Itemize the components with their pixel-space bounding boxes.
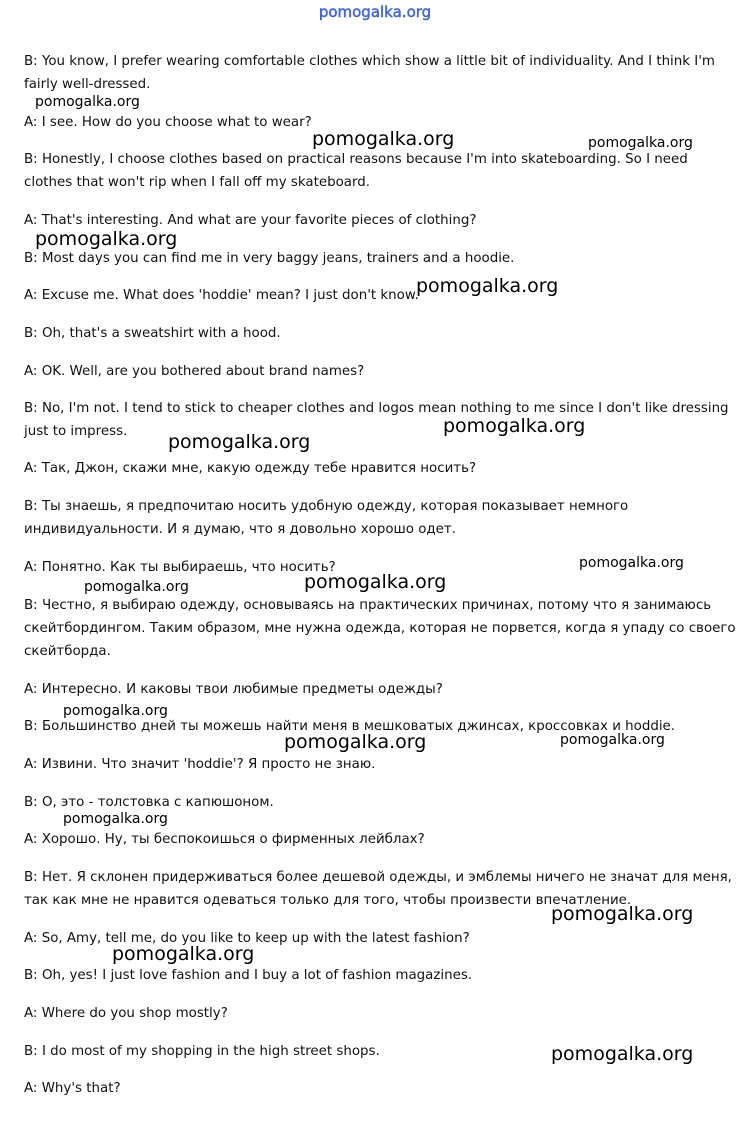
dialogue-line: A: Why's that?	[24, 1081, 121, 1096]
watermark: pomogalka.org	[416, 275, 559, 297]
dialogue-line: так как мне не нравится одеваться только для того, чтобы произвести впечатление.	[24, 893, 632, 908]
watermark: pomogalka.org	[312, 128, 455, 150]
dialogue-line: A: So, Amy, tell me, do you like to keep up with the latest fashion?	[24, 931, 470, 946]
watermark: pomogalka.org	[35, 228, 178, 250]
watermark: pomogalka.org	[588, 135, 693, 151]
watermark: pomogalka.org	[551, 1043, 694, 1065]
dialogue-line: B: Честно, я выбираю одежду, основываясь на практических причинах, потому что я занимаюсь	[24, 598, 712, 613]
dialogue-line: clothes that won't rip when I fall off my skateboard.	[24, 175, 370, 190]
dialogue-line: B: О, это - толстовка с капюшоном.	[24, 795, 274, 810]
site-header-link[interactable]: pomogalka.org	[318, 3, 432, 21]
dialogue-line: B: Honestly, I choose clothes based on practical reasons because I'm into skateboarding. So I need	[24, 152, 688, 167]
dialogue-line: A: Excuse me. What does 'hoddie' mean? I just don't know.	[24, 288, 419, 303]
dialogue-line: A: Понятно. Как ты выбираешь, что носить?	[24, 560, 336, 575]
watermark: pomogalka.org	[63, 811, 168, 827]
dialogue-line: B: Ты знаешь, я предпочитаю носить удобную одежду, которая показывает немного	[24, 499, 629, 514]
dialogue-line: A: Извини. Что значит 'hoddie'? Я просто не знаю.	[24, 757, 376, 772]
dialogue-line: B: Most days you can find me in very baggy jeans, trainers and a hoodie.	[24, 251, 515, 266]
watermark: pomogalka.org	[560, 732, 665, 748]
watermark: pomogalka.org	[63, 703, 168, 719]
dialogue-line: B: Нет. Я склонен придерживаться более дешевой одежды, и эмблемы ничего не значат для меня,	[24, 870, 732, 885]
dialogue-line: A: Хорошо. Ну, ты беспокоишься о фирменных лейблах?	[24, 832, 425, 847]
dialogue-line: A: Интересно. И каковы твои любимые предметы одежды?	[24, 682, 443, 697]
dialogue-line: just to impress.	[24, 424, 128, 439]
dialogue-line: B: Oh, that's a sweatshirt with a hood.	[24, 326, 281, 341]
watermark: pomogalka.org	[443, 415, 586, 437]
watermark: pomogalka.org	[84, 579, 189, 595]
watermark: pomogalka.org	[551, 903, 694, 925]
dialogue-line: скейтборда.	[24, 644, 111, 659]
dialogue-line: индивидуальности. И я думаю, что я довольно хорошо одет.	[24, 522, 456, 537]
dialogue-line: B: You know, I prefer wearing comfortable clothes which show a little bit of individuality. And I think I'm	[24, 54, 715, 69]
dialogue-line: B: No, I'm not. I tend to stick to cheaper clothes and logos mean nothing to me since I don't like dressing	[24, 401, 729, 416]
dialogue-line: A: I see. How do you choose what to wear?	[24, 115, 312, 130]
watermark: pomogalka.org	[284, 731, 427, 753]
dialogue-line: A: Where do you shop mostly?	[24, 1006, 228, 1021]
watermark: pomogalka.org	[304, 571, 447, 593]
dialogue-line: B: Oh, yes! I just love fashion and I buy a lot of fashion magazines.	[24, 968, 473, 983]
watermark: pomogalka.org	[35, 94, 140, 110]
dialogue-line: B: I do most of my shopping in the high street shops.	[24, 1044, 380, 1059]
dialogue-line: fairly well-dressed.	[24, 77, 151, 92]
watermark: pomogalka.org	[112, 943, 255, 965]
dialogue-line: A: That's interesting. And what are your favorite pieces of clothing?	[24, 213, 477, 228]
dialogue-line: A: Так, Джон, скажи мне, какую одежду тебе нравится носить?	[24, 461, 477, 476]
watermark: pomogalka.org	[168, 431, 311, 453]
dialogue-line: A: OK. Well, are you bothered about brand names?	[24, 364, 365, 379]
dialogue-line: скейтбордингом. Таким образом, мне нужна одежда, которая не порвется, когда я упаду со своего	[24, 621, 736, 636]
watermark: pomogalka.org	[579, 555, 684, 571]
dialogue-line: B: Большинство дней ты можешь найти меня в мешковатых джинсах, кроссовках и hoddie.	[24, 719, 676, 734]
